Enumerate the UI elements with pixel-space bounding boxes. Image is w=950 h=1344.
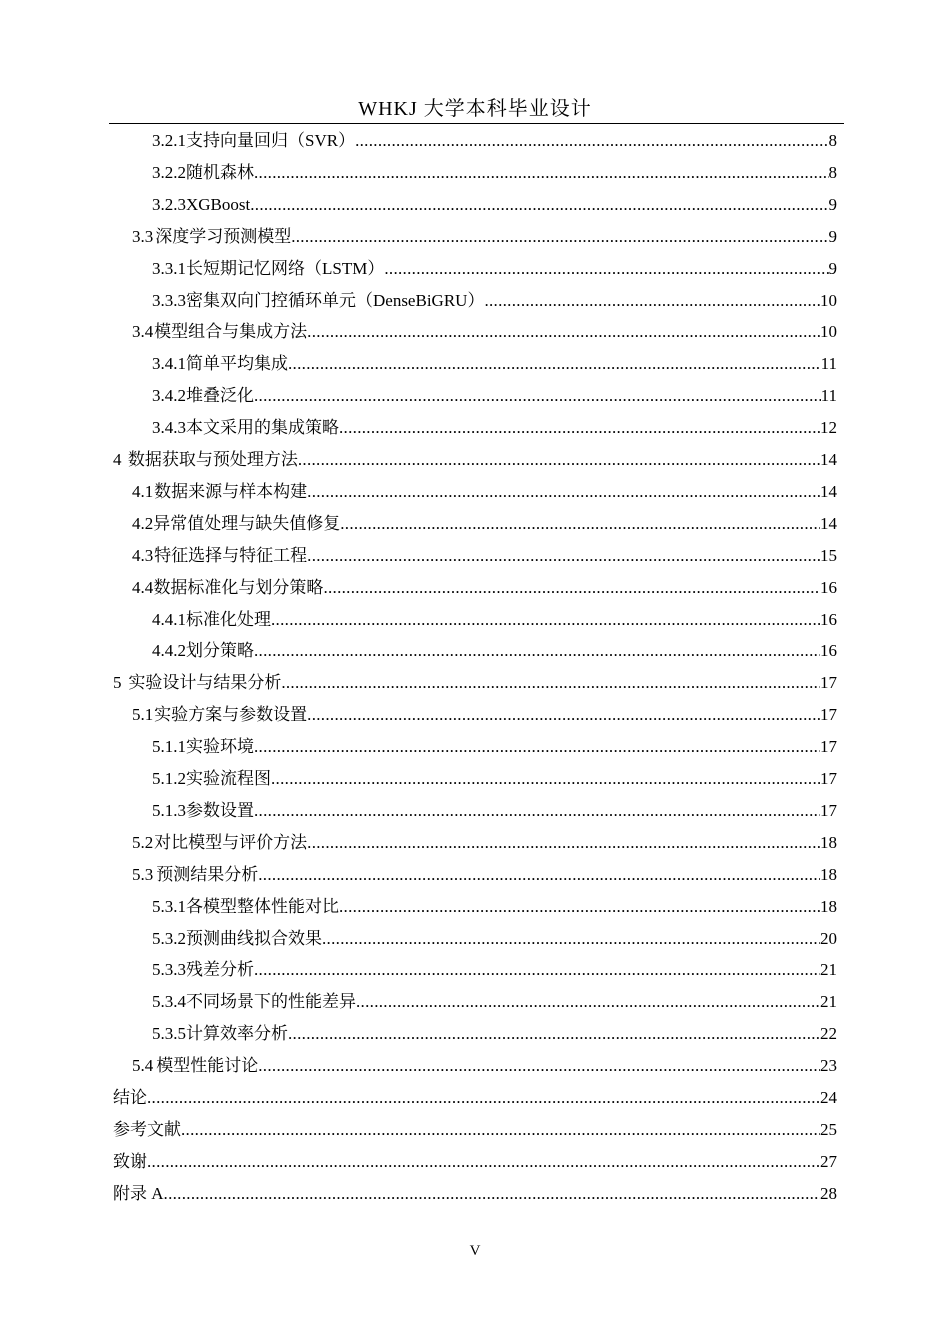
toc-entry-number: 5.2	[132, 832, 154, 852]
toc-leader-dots	[291, 221, 828, 253]
toc-entry-number: 5.3.1	[152, 896, 186, 916]
toc-entry-page: 28	[820, 1183, 837, 1203]
toc-entry-page: 16	[820, 641, 837, 661]
toc-leader-dots	[307, 827, 820, 859]
toc-entry-page: 21	[820, 960, 837, 980]
toc-entry-page: 17	[820, 769, 837, 788]
toc-entry-page: 9	[828, 194, 837, 214]
toc-entry-title: 数据获取与预处理方法	[127, 450, 298, 469]
toc-entry[interactable]	[113, 667, 837, 699]
toc-entry-number: 3.3.3	[152, 290, 186, 310]
toc-entry-title: 划分策略	[186, 641, 254, 661]
toc-entry-page: 9	[828, 226, 837, 246]
toc-entry-page: 17	[820, 673, 837, 693]
toc-entry-page: 11	[820, 354, 837, 374]
toc-leader-dots	[254, 954, 820, 986]
toc-entry-title: 预测曲线拟合效果	[186, 928, 322, 948]
footer-page-number: V	[469, 1243, 481, 1259]
toc-entry-title: 实验流程图	[186, 769, 271, 788]
toc-leader-dots	[384, 253, 828, 285]
toc-entry-title: 数据来源与样本构建	[154, 481, 308, 501]
toc-entry-number: 5.3.4	[152, 992, 186, 1012]
toc-entry-number: 5.3.3	[152, 960, 186, 980]
toc-leader-dots	[254, 795, 820, 827]
toc-entry-page: 25	[820, 1119, 837, 1139]
toc-entry[interactable]	[152, 763, 837, 795]
toc-entry-title: 简单平均集成	[186, 354, 288, 374]
toc-leader-dots	[181, 1114, 820, 1146]
toc-entry-title: 预测结果分析	[156, 864, 259, 884]
toc-entry-page: 14	[820, 481, 837, 501]
toc-entry[interactable]	[132, 859, 837, 891]
toc-entry-page: 11	[820, 386, 837, 406]
toc-entry-number: 3.4.3	[152, 418, 186, 438]
toc-entry-page: 12	[820, 418, 837, 438]
toc-entry[interactable]	[152, 125, 837, 157]
toc-entry-page: 8	[828, 131, 837, 150]
toc-leader-dots	[147, 1146, 820, 1178]
toc-entry-title: 异常值处理与缺失值修复	[153, 513, 341, 533]
header-rule	[109, 123, 844, 124]
toc-leader-dots	[339, 412, 820, 444]
toc-entry-page: 27	[820, 1151, 837, 1171]
toc-entry-page: 17	[820, 800, 837, 820]
toc-leader-dots	[355, 125, 828, 157]
toc-leader-dots	[307, 699, 820, 731]
toc-entry-title: 深度学习预测模型	[155, 226, 292, 246]
toc-entry-title: 模型性能讨论	[156, 1056, 259, 1076]
toc-entry-title: 本文采用的集成策略	[186, 418, 339, 438]
toc-entry-number: 5.1.2	[152, 769, 186, 788]
toc-leader-dots	[254, 380, 821, 412]
toc-entry-number: 4.2	[132, 513, 154, 533]
toc-entry-title: 残差分析	[186, 960, 254, 980]
toc-entry[interactable]	[152, 923, 837, 955]
toc-entry-page: 21	[820, 992, 837, 1012]
toc-entry-title: XGBoost	[186, 194, 251, 214]
toc-leader-dots	[271, 604, 820, 636]
toc-entry[interactable]	[132, 572, 837, 604]
toc-entry-page: 18	[820, 864, 837, 884]
toc-entry[interactable]	[132, 508, 837, 540]
toc-entry-number: 4	[113, 450, 122, 469]
toc-entry-number: 4.1	[132, 481, 154, 501]
toc-entry-number: 4.4.2	[152, 641, 186, 661]
toc-leader-dots	[356, 986, 820, 1018]
toc-leader-dots	[340, 508, 820, 540]
toc-entry-page: 17	[820, 705, 837, 725]
toc-entry[interactable]	[152, 986, 837, 1018]
toc-leader-dots	[271, 763, 820, 795]
toc-entry[interactable]	[152, 157, 837, 189]
toc-entry-title: 计算效率分析	[186, 1024, 288, 1044]
toc-leader-dots	[254, 635, 820, 667]
toc-entry[interactable]	[113, 444, 837, 476]
toc-entry-page: 14	[820, 513, 837, 533]
toc-entry-page: 10	[820, 290, 837, 310]
toc-entry[interactable]	[152, 348, 837, 380]
toc-entry[interactable]	[113, 1082, 837, 1114]
toc-entry-number: 5.3	[132, 864, 154, 884]
toc-entry-title: 实验方案与参数设置	[154, 705, 308, 725]
toc-leader-dots	[147, 1082, 820, 1114]
toc-entry-title: 参数设置	[186, 800, 254, 820]
toc-entry-number: 4.4.1	[152, 609, 186, 629]
toc-entry[interactable]	[132, 316, 837, 348]
toc-entry-title: 不同场景下的性能差异	[186, 992, 356, 1012]
toc-entry-page: 16	[820, 577, 837, 597]
toc-entry[interactable]	[132, 221, 837, 253]
toc-entry-page: 18	[820, 832, 837, 852]
toc-entry[interactable]	[152, 891, 837, 923]
toc-entry-number: 3.4.1	[152, 354, 186, 374]
toc-entry-title: 参考文献	[113, 1119, 181, 1139]
toc-leader-dots	[298, 444, 820, 476]
toc-entry[interactable]	[152, 380, 837, 412]
toc-entry-title: 数据标准化与划分策略	[153, 577, 324, 597]
toc-leader-dots	[307, 476, 820, 508]
toc-entry[interactable]	[152, 253, 837, 285]
toc-entry-number: 5.1.3	[152, 800, 186, 820]
toc-entry-number: 5	[113, 673, 122, 693]
toc-entry-title: 结论	[113, 1088, 147, 1107]
toc-entry[interactable]	[152, 285, 837, 317]
toc-entry-number: 5.4	[132, 1056, 154, 1076]
toc-entry-number: 3.2.2	[152, 162, 186, 182]
toc-leader-dots	[307, 540, 820, 572]
toc-entry-number: 5.3.2	[152, 928, 186, 948]
toc-entry-title: 附录 A	[113, 1183, 164, 1203]
toc-entry-number: 5.1	[132, 705, 154, 725]
toc-entry-page: 14	[820, 450, 837, 469]
toc-entry-title: 实验设计与结果分析	[128, 673, 282, 693]
toc-entry-number: 3.4	[132, 322, 154, 342]
toc-leader-dots	[254, 731, 820, 763]
toc-entry[interactable]	[152, 412, 837, 444]
toc-entry-title: 对比模型与评价方法	[154, 832, 308, 852]
toc-entry-number: 4.3	[132, 545, 154, 565]
toc-entry-page: 23	[820, 1056, 837, 1076]
toc-entry-page: 17	[820, 737, 837, 757]
toc-entry[interactable]	[132, 1050, 837, 1082]
toc-entry-title: 标准化处理	[186, 609, 271, 629]
toc-leader-dots	[307, 316, 820, 348]
toc-entry[interactable]	[113, 1114, 837, 1146]
toc-entry-page: 20	[820, 928, 837, 948]
toc-leader-dots	[339, 891, 820, 923]
toc-leader-dots	[322, 923, 820, 955]
toc-entry[interactable]	[152, 954, 837, 986]
toc-entry-page: 15	[820, 545, 837, 565]
toc-leader-dots	[281, 667, 820, 699]
toc-entry[interactable]	[152, 604, 837, 636]
toc-leader-dots	[250, 189, 828, 221]
toc-leader-dots	[258, 859, 820, 891]
toc-entry-page: 10	[820, 322, 837, 342]
toc-entry-number: 3.2.1	[152, 131, 186, 150]
toc-entry-number: 3.3.1	[152, 258, 186, 278]
toc-entry-number: 5.1.1	[152, 737, 186, 757]
toc-entry-number: 3.4.2	[152, 386, 186, 406]
toc-entry-number: 3.3	[132, 226, 154, 246]
toc-entry-title: 各模型整体性能对比	[186, 896, 339, 916]
toc-entry[interactable]	[152, 795, 837, 827]
toc-leader-dots	[258, 1050, 820, 1082]
toc-entry-number: 4.4	[132, 577, 154, 597]
toc-entry-page: 16	[820, 609, 837, 629]
toc-entry-number: 3.2.3	[152, 194, 186, 214]
toc-entry-title: 堆叠泛化	[186, 386, 254, 406]
toc-entry-title: 长短期记忆网络（LSTM）	[186, 258, 385, 278]
toc-entry-title: 特征选择与特征工程	[154, 545, 308, 565]
toc-entry[interactable]	[132, 540, 837, 572]
toc-entry[interactable]	[132, 476, 837, 508]
toc-entry-page: 9	[828, 258, 837, 278]
toc-entry[interactable]	[113, 1178, 837, 1210]
toc-entry-title: 支持向量回归（SVR）	[186, 131, 356, 150]
toc-leader-dots	[164, 1178, 820, 1210]
page-header-title: WHKJ 大学本科毕业设计	[358, 98, 592, 120]
toc-entry-title: 随机森林	[186, 162, 254, 182]
toc-entry-number: 5.3.5	[152, 1024, 186, 1044]
toc-leader-dots	[323, 572, 820, 604]
toc-entry-page: 8	[828, 162, 837, 182]
toc-entry[interactable]	[152, 731, 837, 763]
toc-entry[interactable]	[132, 827, 837, 859]
toc-leader-dots	[484, 285, 820, 317]
toc-entry-page: 22	[820, 1024, 837, 1044]
toc-entry[interactable]	[152, 1018, 837, 1050]
toc-entry-page: 18	[820, 896, 837, 916]
toc-entry[interactable]	[113, 1146, 837, 1178]
toc-entry-title: 模型组合与集成方法	[154, 322, 308, 342]
toc-leader-dots	[254, 157, 829, 189]
toc-entry-page: 24	[820, 1088, 837, 1107]
toc-entry-title: 实验环境	[186, 737, 254, 757]
toc-leader-dots	[288, 1018, 820, 1050]
toc-entry-title: 致谢	[113, 1151, 147, 1171]
toc-entry-title: 密集双向门控循环单元（DenseBiGRU）	[186, 290, 485, 310]
toc-entry[interactable]	[152, 189, 837, 221]
toc-entry[interactable]	[132, 699, 837, 731]
toc-entry[interactable]	[152, 635, 837, 667]
toc-leader-dots	[288, 348, 821, 380]
